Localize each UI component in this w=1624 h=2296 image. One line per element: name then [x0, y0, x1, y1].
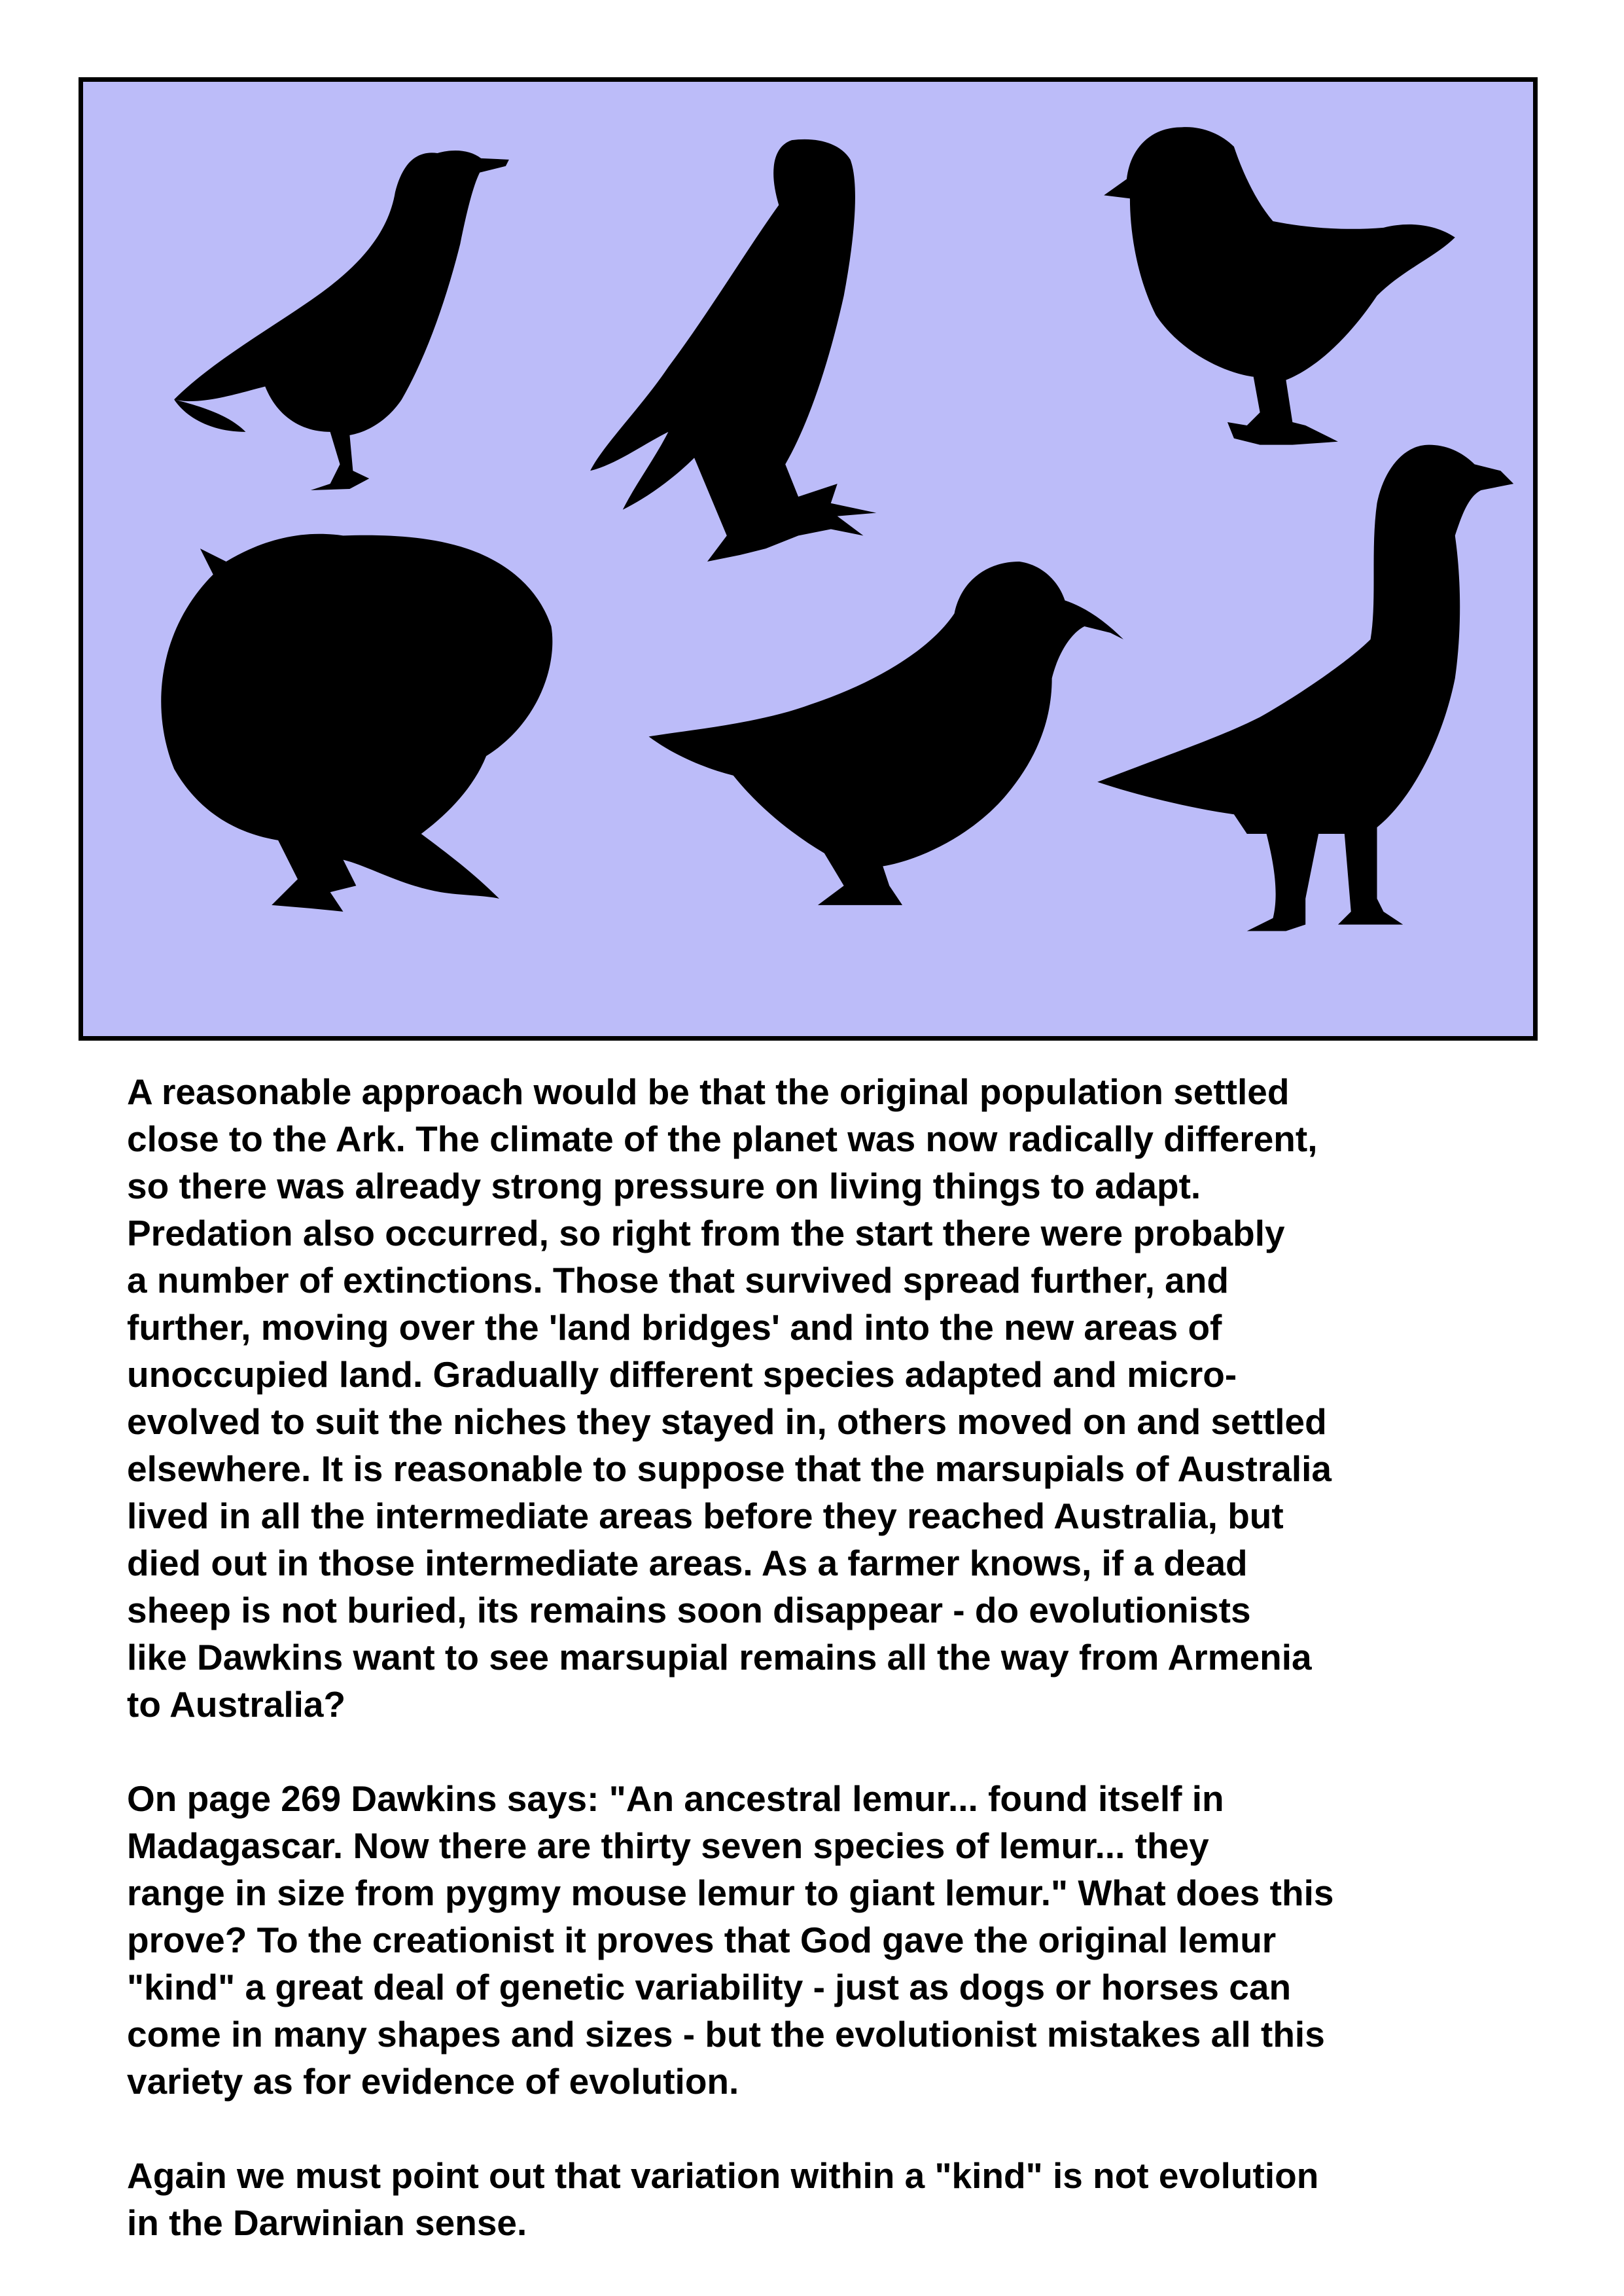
article-text [127, 1068, 1553, 2293]
text-line: in the Darwinian sense. [127, 2202, 527, 2243]
fantail-pigeon-silhouette-icon [161, 534, 552, 912]
silhouette-canvas [83, 82, 1533, 1036]
text-line: died out in those intermediate areas. As a farmer knows, if a dead [127, 1543, 1248, 1583]
text-line: Predation also occurred, so right from the start there were probably [127, 1213, 1285, 1253]
text-line: come in many shapes and sizes - but the evolutionist mistakes all this [127, 2014, 1325, 2054]
text-line: like Dawkins want to see marsupial remains all the way from Armenia [127, 1637, 1312, 1677]
text-line: to Australia? [127, 1684, 346, 1725]
text-line: prove? To the creationist it proves that God gave the original lemur [127, 1920, 1277, 1960]
text-line: unoccupied land. Gradually different species adapted and micro- [127, 1354, 1237, 1395]
runt-pigeon-silhouette-icon [1097, 445, 1513, 931]
pigeon-silhouette-icon [174, 151, 509, 490]
text-line: a number of extinctions. Those that survived spread further, and [127, 1260, 1229, 1300]
paragraph [127, 1068, 1553, 1728]
text-line: close to the Ark. The climate of the planet was now radically different, [127, 1119, 1318, 1159]
text-line: evolved to suit the niches they stayed in, others moved on and settled [127, 1401, 1327, 1442]
text-line: range in size from pygmy mouse lemur to giant lemur." What does this [127, 1873, 1334, 1913]
text-line: Madagascar. Now there are thirty seven species of lemur... they [127, 1825, 1209, 1866]
text-line: sheep is not buried, its remains soon disappear - do evolutionists [127, 1590, 1251, 1630]
text-line: A reasonable approach would be that the original population settled [127, 1071, 1290, 1112]
text-line: further, moving over the 'land bridges' and into the new areas of [127, 1307, 1222, 1348]
text-line: variety as for evidence of evolution. [127, 2061, 739, 2102]
paragraph [127, 1775, 1553, 2105]
text-line: so there was already strong pressure on living things to adapt. [127, 1166, 1201, 1206]
text-line: lived in all the intermediate areas before they reached Australia, but [127, 1496, 1284, 1536]
text-line: elsewhere. It is reasonable to suppose that the marsupials of Australia [127, 1448, 1332, 1489]
frillback-pigeon-silhouette-icon [1104, 127, 1455, 445]
text-line: On page 269 Dawkins says: "An ancestral lemur... found itself in [127, 1778, 1224, 1819]
text-line: Again we must point out that variation within a "kind" is not evolution [127, 2155, 1319, 2196]
text-line: "kind" a great deal of genetic variability - just as dogs or horses can [127, 1967, 1292, 2007]
dove-silhouette-icon [649, 562, 1123, 905]
pouter-pigeon-silhouette-icon [590, 139, 876, 562]
paragraph [127, 2152, 1553, 2246]
pigeon-silhouettes-illustration [79, 77, 1538, 1041]
